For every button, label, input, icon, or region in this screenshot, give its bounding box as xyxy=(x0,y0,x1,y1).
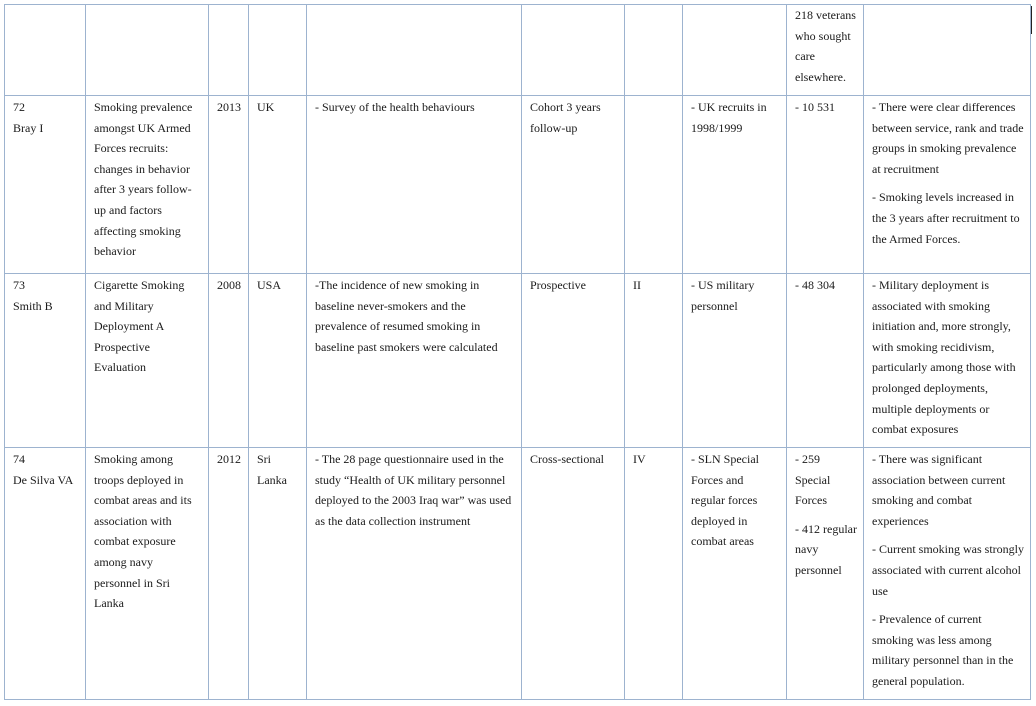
sample-item: - 412 regular navy personnel xyxy=(795,521,857,577)
method: - The 28 page questionnaire used in the study “Health of UK military personnel deployed to the 2003 Iraq war” was used as the data collection instrument xyxy=(307,448,522,700)
population: - US military personnel xyxy=(683,274,787,448)
ref-author-cell xyxy=(5,448,86,700)
year: 2013 xyxy=(209,96,249,274)
continuation-line: who sought xyxy=(795,28,851,43)
finding-item: - Military deployment is associated with smoking initiation and, more strongly, with smoking recidivism, particularly among those with prolonged deployments, multiple deployments or combat exposures xyxy=(872,278,1016,437)
study-title: Smoking among troops deployed in combat areas and its association with combat exposure among navy personnel in Sri Lanka xyxy=(86,448,209,700)
evidence-level: II xyxy=(625,274,683,448)
continuation-line: care xyxy=(795,49,815,64)
sample-size xyxy=(787,274,864,448)
year: 2008 xyxy=(209,274,249,448)
year: 2012 xyxy=(209,448,249,700)
study-title: Cigarette Smoking and Military Deployment A Prospective Evaluation xyxy=(86,274,209,448)
design: Prospective xyxy=(522,274,625,448)
ref-number: 74 xyxy=(13,452,25,466)
country: USA xyxy=(249,274,307,448)
sample-size xyxy=(787,96,864,274)
table-row xyxy=(5,274,1031,448)
method: - Survey of the health behaviours xyxy=(307,96,522,274)
sample-item: - 259 Special Forces xyxy=(795,452,831,508)
continuation-line: 218 veterans xyxy=(795,8,856,22)
author: Bray I xyxy=(13,120,44,135)
finding-item: - Current smoking was strongly associated with current alcohol use xyxy=(872,542,1024,598)
sample-item: - 48 304 xyxy=(795,278,835,292)
ref-author-cell xyxy=(5,274,86,448)
sample-size xyxy=(787,448,864,700)
findings xyxy=(864,448,1031,700)
finding-item: - Prevalence of current smoking was less among military personnel than in the general population. xyxy=(872,612,1014,688)
country: UK xyxy=(249,96,307,274)
evidence-level: IV xyxy=(625,448,683,700)
continuation-line: elsewhere. xyxy=(795,69,846,84)
author: De Silva VA xyxy=(13,472,74,487)
population: - UK recruits in 1998/1999 xyxy=(683,96,787,274)
evidence-level xyxy=(625,96,683,274)
literature-table xyxy=(4,4,1031,700)
country: Sri Lanka xyxy=(249,448,307,700)
finding-item: - Smoking levels increased in the 3 years after recruitment to the Armed Forces. xyxy=(872,190,1020,246)
text-cursor xyxy=(1031,6,1032,34)
table-row xyxy=(5,96,1031,274)
sample-item: - 10 531 xyxy=(795,100,835,114)
study-title: Smoking prevalence amongst UK Armed Forces recruits: changes in behavior after 3 years follow-up and factors affecting smoking behavior xyxy=(86,96,209,274)
ref-number: 72 xyxy=(13,100,25,114)
population: - SLN Special Forces and regular forces deployed in combat areas xyxy=(683,448,787,700)
table-row xyxy=(5,448,1031,700)
continuation-row xyxy=(5,5,1031,96)
continuation-sample-cell xyxy=(787,5,864,96)
findings xyxy=(864,96,1031,274)
design: Cross-sectional xyxy=(522,448,625,700)
finding-item: - There was significant association between current smoking and combat experiences xyxy=(872,452,1006,528)
finding-item: - There were clear differences between service, rank and trade groups in smoking prevalence at recruitment xyxy=(872,100,1024,176)
findings xyxy=(864,274,1031,448)
ref-number: 73 xyxy=(13,278,25,292)
method: -The incidence of new smoking in baseline never-smokers and the prevalence of resumed smoking in baseline past smokers were calculated xyxy=(307,274,522,448)
design: Cohort 3 years follow-up xyxy=(522,96,625,274)
author: Smith B xyxy=(13,298,53,313)
ref-author-cell xyxy=(5,96,86,274)
